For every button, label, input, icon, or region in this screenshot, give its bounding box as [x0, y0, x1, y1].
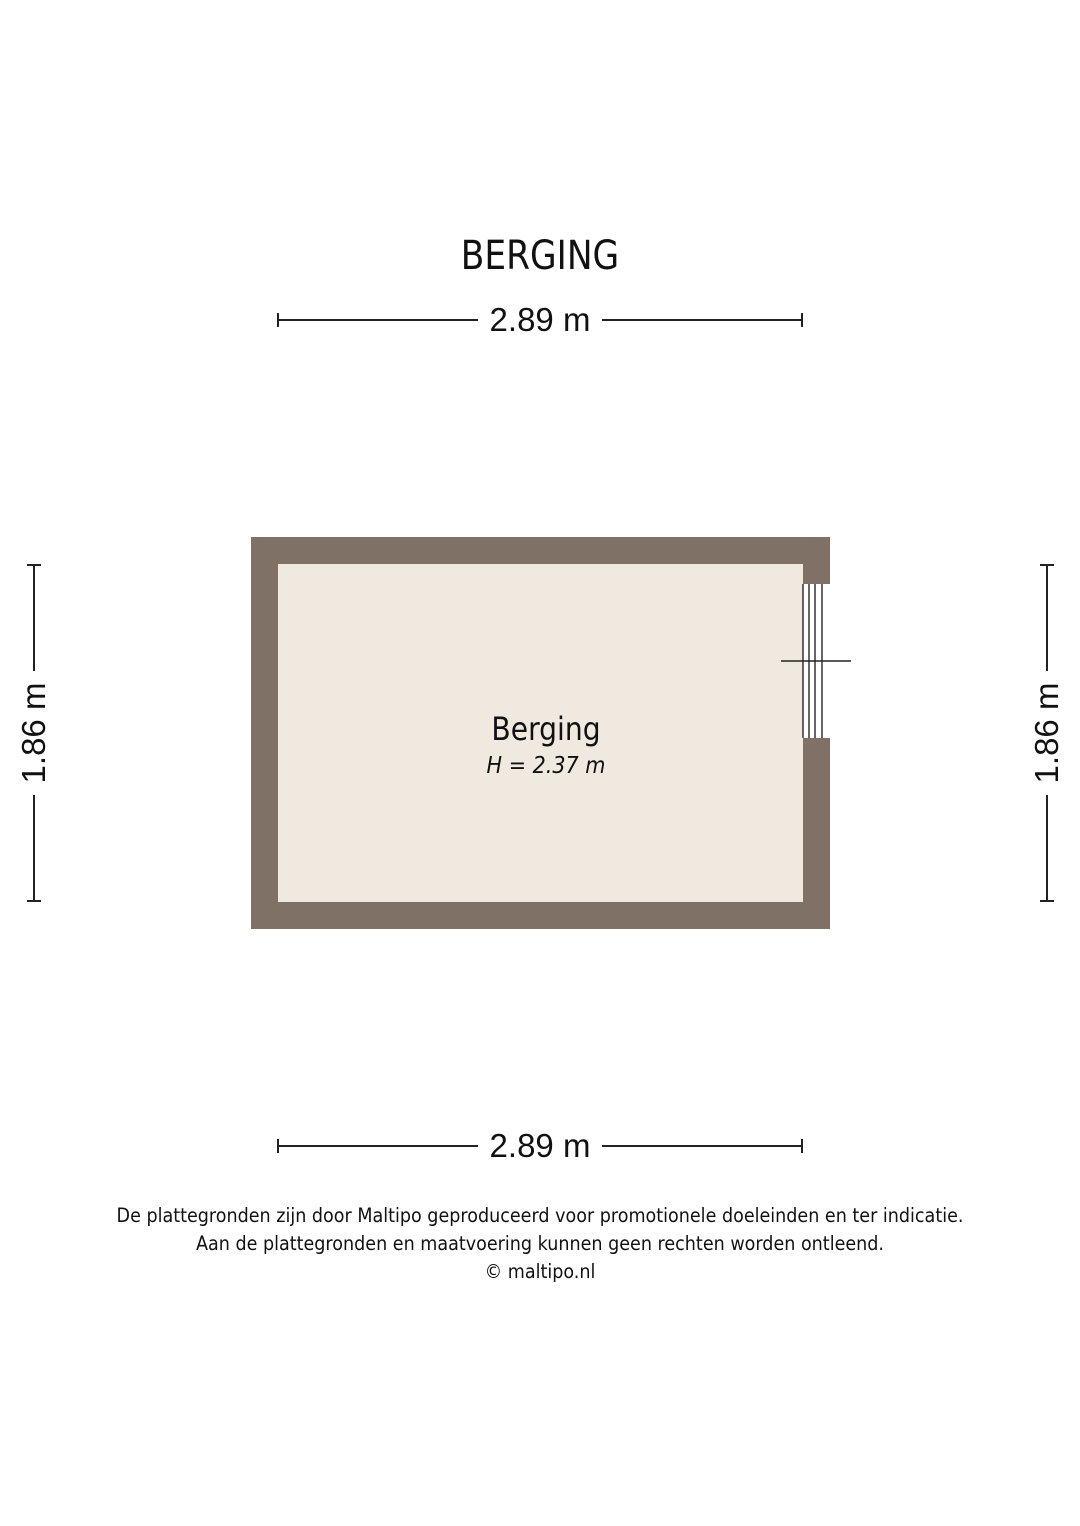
dimension-left [14, 564, 54, 902]
dimension-label: 2.89 m [478, 1127, 603, 1164]
dimension-top [277, 300, 803, 340]
room-height: H = 2.37 m [486, 753, 606, 779]
disclaimer-line: De plattegronden zijn door Maltipo geproduceerd voor promotionele doeleinden en ter indicatie. [116, 1204, 964, 1227]
door-symbol [771, 577, 861, 747]
dimension-label: 1.86 m [1028, 671, 1065, 796]
copyright: © maltipo.nl [484, 1260, 596, 1283]
dimension-label: 1.86 m [15, 671, 52, 796]
disclaimer [0, 1202, 1080, 1286]
room-name: Berging [491, 710, 601, 748]
dimension-bottom [277, 1126, 803, 1166]
dimension-right [1027, 564, 1067, 902]
dimension-label: 2.89 m [478, 301, 603, 338]
floor-plan [251, 537, 830, 929]
disclaimer-line: Aan de plattegronden en maatvoering kunnen geen rechten worden ontleend. [195, 1232, 885, 1255]
plan-title: BERGING [460, 233, 620, 279]
